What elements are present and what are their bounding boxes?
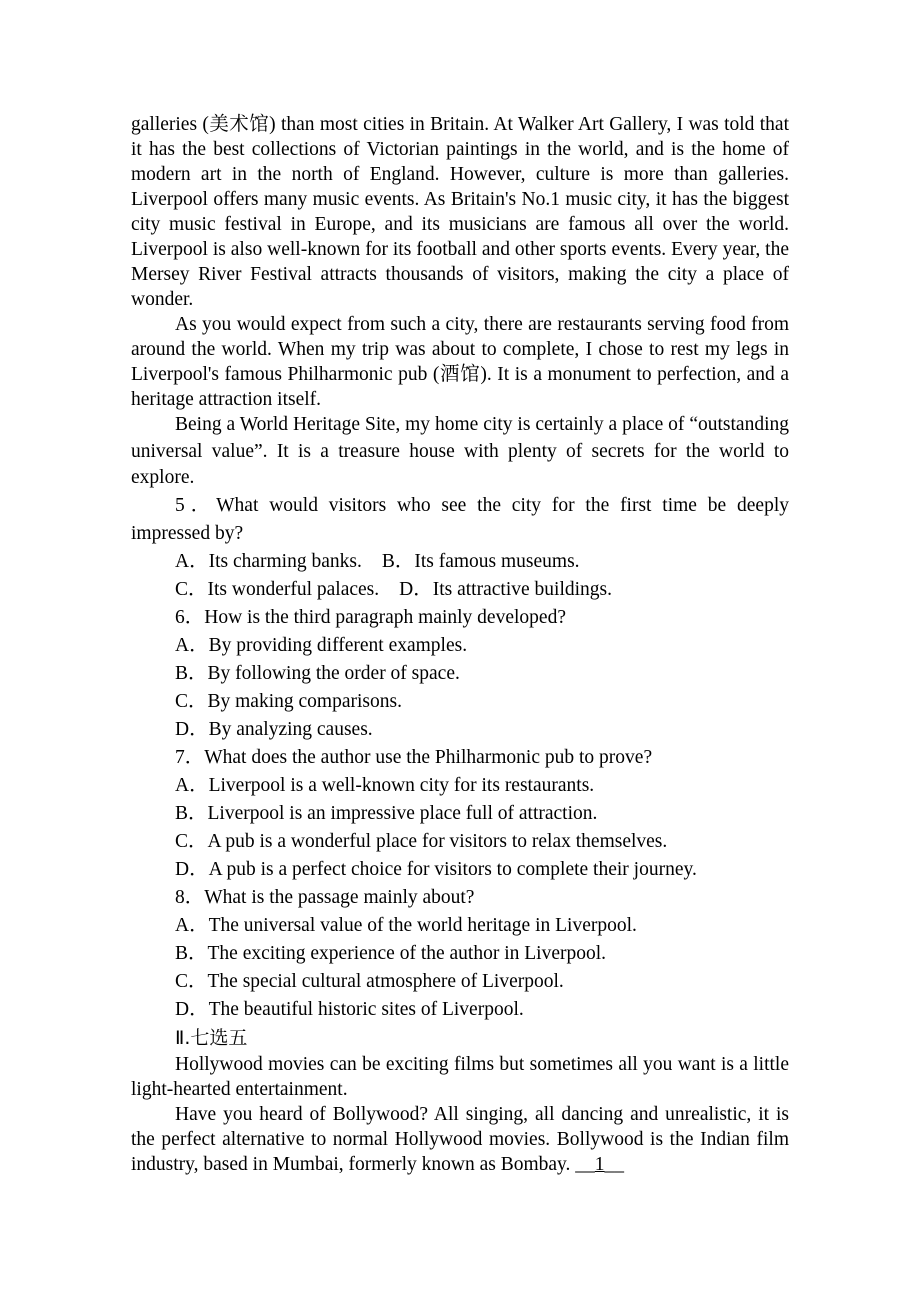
passage-paragraph-3: Being a World Heritage Site, my home city is certainly a place of “outstanding universal value”. It is a treasure house with plenty of secrets for the world to explore.	[131, 414, 789, 488]
question-7	[131, 744, 789, 884]
question-8-stem: 8．What is the passage mainly about?	[175, 886, 475, 908]
question-5-options-row-1	[131, 548, 789, 576]
option-c: C．A pub is a wonderful place for visitors to relax themselves.	[175, 830, 668, 852]
passage-paragraph-1: galleries (美术馆) than most cities in Britain. At Walker Art Gallery, I was told that it has the best collections of Victorian paintings in the world, and is the home of modern art in the north of England. However, culture is more than galleries. Liverpool offers many music events. As Britain's No.1 music city, it has the biggest city music festival in Europe, and its musicians are famous all over the world. Liverpool is also well-known for its football and other sports events. Every year, the Mersey River Festival attracts thousands of visitors, making the city a place of wonder.	[131, 114, 789, 310]
answer-blank-1[interactable]	[575, 1154, 624, 1175]
document-page	[131, 112, 789, 1177]
option-d: D．The beautiful historic sites of Liverpool.	[175, 998, 524, 1020]
option-b: B．The exciting experience of the author in Liverpool.	[175, 942, 607, 964]
blank-underline-right: __	[604, 1153, 625, 1175]
option-c: C．By making comparisons.	[175, 690, 402, 712]
option-c: C．The special cultural atmosphere of Liverpool.	[175, 970, 564, 992]
option-b: B．By following the order of space.	[175, 662, 460, 684]
option-c: C．Its wonderful palaces.	[175, 578, 380, 600]
option-a: A．Liverpool is a well-known city for its restaurants.	[175, 774, 595, 796]
question-6	[131, 604, 789, 744]
question-7-stem: 7．What does the author use the Philharmonic pub to prove?	[175, 746, 653, 768]
option-a: A．By providing different examples.	[175, 634, 468, 656]
question-8	[131, 884, 789, 1024]
question-5-stem: 5．What would visitors who see the city for the first time be deeply impressed by?	[131, 494, 789, 544]
option-d: D．Its attractive buildings.	[399, 578, 612, 600]
question-6-stem: 6．How is the third paragraph mainly developed?	[175, 606, 566, 628]
option-d: D．By analyzing causes.	[175, 718, 373, 740]
option-b: B．Liverpool is an impressive place full of attraction.	[175, 802, 598, 824]
blank-underline-left: __	[575, 1153, 595, 1175]
section-heading: Ⅱ.七选五	[175, 1026, 248, 1049]
option-a: A．Its charming banks.	[175, 550, 362, 572]
passage-paragraph-2: As you would expect from such a city, there are restaurants serving food from around the world. When my trip was about to complete, I chose to rest my legs in Liverpool's famous Philharmonic pub (酒馆). It is a monument to perfection, and a heritage attraction itself.	[131, 314, 789, 410]
option-a: A．The universal value of the world heritage in Liverpool.	[175, 914, 637, 936]
option-d: D．A pub is a perfect choice for visitors to complete their journey.	[175, 858, 697, 880]
section-2-paragraph-2-text: Have you heard of Bollywood? All singing, all dancing and unrealistic, it is the perfect alternative to normal Hollywood movies. Bollywood is the Indian film industry, based in Mumbai, formerly known as Bombay.	[131, 1103, 789, 1175]
question-5	[131, 492, 789, 604]
question-5-options-row-2	[131, 576, 789, 604]
blank-number: 1	[594, 1153, 605, 1175]
option-b: B．Its famous museums.	[381, 550, 580, 572]
section-2-paragraph-2	[131, 1102, 789, 1177]
section-2-paragraph-1: Hollywood movies can be exciting films but sometimes all you want is a little light-hearted entertainment.	[131, 1053, 789, 1100]
